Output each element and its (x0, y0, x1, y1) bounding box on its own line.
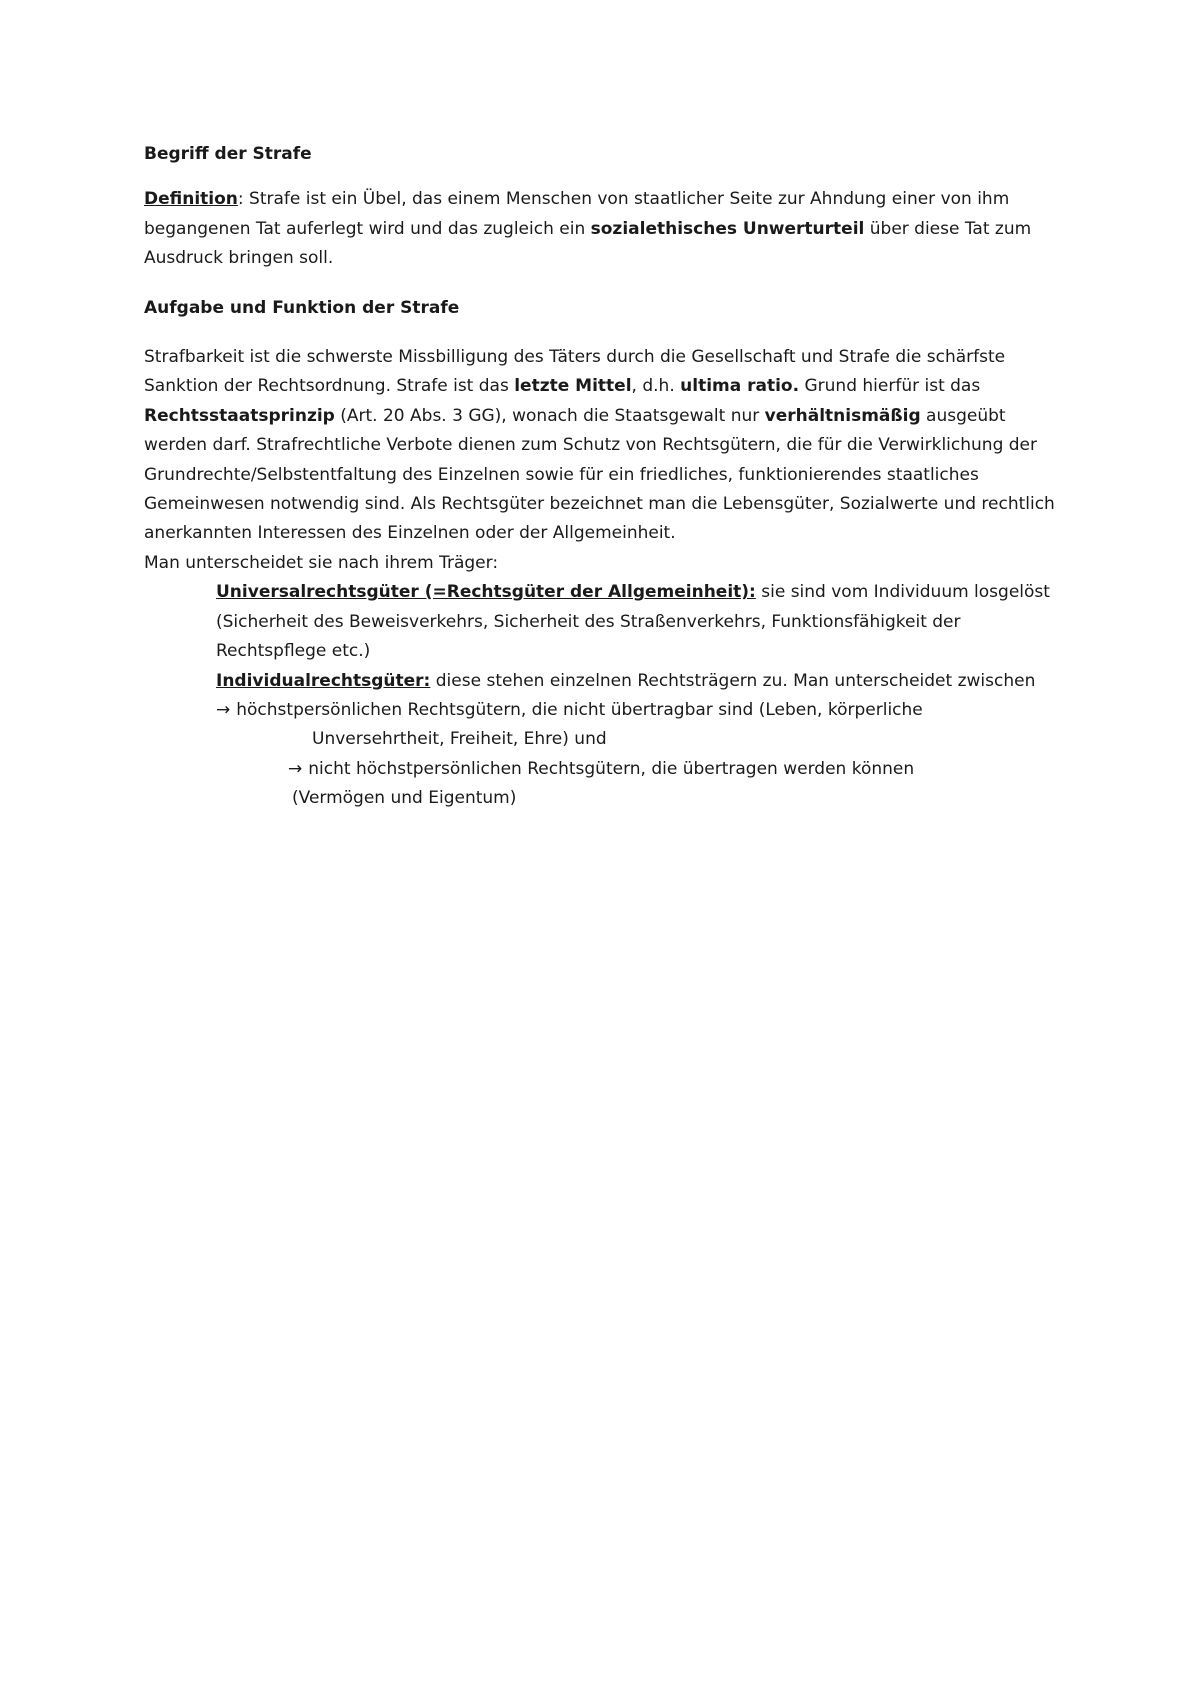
universal-text: sie sind vom Individuum losgelöst (Sicherheit des Beweisverkehrs, Sicherheit des Straßenverkehrs, Funktionsfähigkeit der Rechtspflege etc.) (216, 582, 1050, 662)
distinguish-line: Man unterscheidet sie nach ihrem Träger: (144, 552, 499, 573)
universal-label: Universalrechtsgüter (=Rechtsgüter der Allgemeinheit): (216, 582, 756, 603)
section-heading-aufgabe: Aufgabe und Funktion der Strafe (144, 297, 460, 318)
bullet-nicht-hoechstpersoenlich-line2: (Vermögen und Eigentum) (292, 788, 517, 809)
para-bold-ultima-ratio: ultima ratio. (680, 376, 800, 397)
individual-text: diese stehen einzelnen Rechtsträgern zu. Man unterscheidet zwischen (430, 670, 1036, 691)
bullet-hoechstpersoenlich-line2: Unversehrtheit, Freiheit, Ehre) und (312, 729, 607, 750)
individual-label: Individualrechtsgüter: (216, 670, 431, 691)
para-text-2: , d.h. (631, 376, 681, 397)
para-text-4: (Art. 20 Abs. 3 GG), wonach die Staatsgewalt nur (334, 405, 765, 426)
definition-bold-term: sozialethisches Unwerturteil (590, 218, 865, 239)
para-text-1: Strafbarkeit ist die schwerste Missbilligung des Täters durch die Gesellschaft und Strafe die schärfste Sanktion der Rechtsordnung. Strafe ist das (144, 347, 1006, 397)
para-bold-rechtsstaatsprinzip: Rechtsstaatsprinzip (144, 405, 335, 426)
arrow-right-icon: → (288, 758, 303, 779)
definition-label: Definition (144, 189, 238, 210)
definition-text-2: über diese Tat zum Ausdruck bringen soll. (144, 218, 1032, 269)
para-text-3: Grund hierfür ist das (799, 376, 981, 397)
bullet-nicht-hoechstpersoenlich-line1 (144, 755, 1074, 784)
bullet-hoechstpersoenlich-line1 (144, 696, 1074, 725)
para-bold-verhaeltnismaessig: verhältnismäßig (764, 405, 921, 426)
bullet2-text-line1: nicht höchstpersönlichen Rechtsgütern, die übertragen werden können (308, 758, 915, 779)
arrow-right-icon: → (216, 699, 231, 720)
para-text-5: ausgeübt werden darf. Strafrechtliche Verbote dienen zum Schutz von Rechtsgütern, die für die Verwirklichung der Grundrechte/Selbstentfaltung des Einzelnen sowie für ein friedliches, funktionierendes staatliches Gemeinwesen notwendig sind. Als Rechtsgüter bezeichnet man die Lebensgüter, Sozialwerte und rechtlich anerkannten Interessen des Einzelnen oder der Allgemeinheit. (144, 405, 1055, 544)
para-bold-letzte-mittel: letzte Mittel (514, 376, 632, 397)
individual-item (144, 667, 1074, 696)
definition-text-1: Strafe ist ein Übel, das einem Menschen von staatlicher Seite zur Ahndung einer von ihm begangenen Tat auferlegt wird und das zugleich ein (144, 189, 1010, 239)
section-heading-begriff: Begriff der Strafe (144, 144, 312, 164)
document-body (144, 140, 1074, 814)
definition-paragraph (144, 185, 1074, 273)
bullet1-text-line1: höchstpersönlichen Rechtsgütern, die nicht übertragbar sind (Leben, körperliche (236, 699, 923, 720)
main-paragraph (144, 343, 1074, 549)
definition-colon: : (237, 189, 244, 210)
universal-item (144, 578, 1074, 666)
